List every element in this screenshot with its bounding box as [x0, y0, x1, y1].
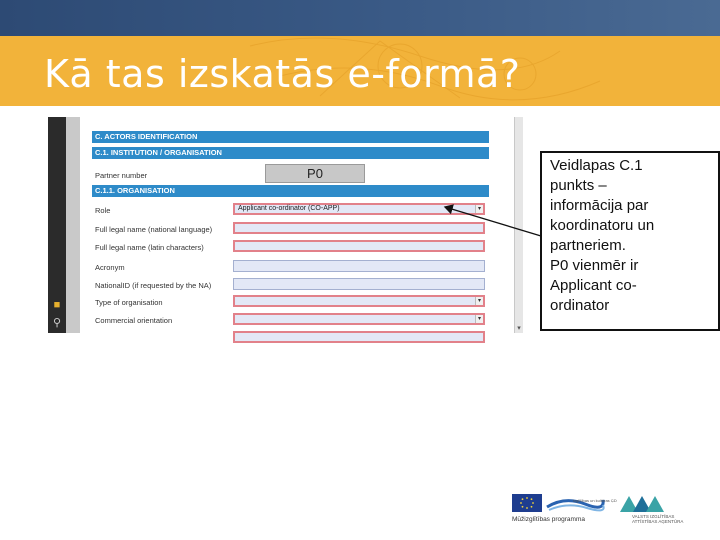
national-id-label: NationalID (if requested by the NA): [95, 281, 212, 290]
callout-line: Applicant co-: [550, 277, 637, 294]
section-header-institution: C.1. INSTITUTION / ORGANISATION: [92, 147, 489, 159]
scroll-down-arrow-icon[interactable]: ▾: [517, 325, 521, 332]
page-title: Kā tas izskatās e-formā?: [44, 52, 521, 96]
callout-line: informācija par: [550, 197, 649, 214]
callout-line: koordinatoru un: [550, 217, 655, 234]
agency-logo-line-2: ATTĪSTĪBAS AĢENTŪRA: [632, 519, 684, 524]
callout-line: P0 vienmēr ir: [550, 257, 639, 274]
paperclip-icon[interactable]: ⚲: [52, 317, 62, 329]
programme-logo-small-text: Izglītības un kultūras ĢD: [573, 498, 617, 503]
section-header-actors: C. ACTORS IDENTIFICATION: [92, 131, 489, 143]
role-label: Role: [95, 206, 111, 215]
partner-number-label: Partner number: [95, 171, 148, 180]
partner-number-field: P0: [265, 164, 365, 183]
callout-line: Veidlapas C.1: [550, 157, 643, 174]
section-header-organisation: C.1.1. ORGANISATION: [92, 185, 489, 197]
agency-logo-text: [632, 514, 683, 524]
type-of-organisation-label: Type of organisation: [95, 298, 163, 307]
dropdown-arrow-icon[interactable]: ▾: [475, 315, 483, 323]
full-legal-name-national-label: Full legal name (national language): [95, 225, 213, 234]
callout-line: partneriem.: [550, 237, 626, 254]
acronym-label: Acronym: [95, 263, 125, 272]
eu-flag-logo: [512, 494, 542, 512]
comment-icon[interactable]: ■: [53, 299, 61, 311]
dropdown-arrow-icon[interactable]: ▾: [475, 205, 483, 213]
agency-logo-line-1: VALSTS IZGLĪTĪBAS: [632, 514, 675, 519]
full-legal-name-latin-label: Full legal name (latin characters): [95, 243, 204, 252]
role-value: Applicant co-ordinator (CO-APP): [238, 205, 340, 212]
programme-logo-text: Mūžizglītības programma: [512, 516, 585, 523]
dropdown-arrow-icon[interactable]: ▾: [475, 297, 483, 305]
callout-line: ordinator: [550, 297, 610, 314]
lifelong-learning-logo: [545, 494, 617, 512]
callout-box: [540, 151, 720, 331]
agency-logo: [620, 494, 672, 512]
commercial-orientation-label: Commercial orientation: [95, 316, 173, 325]
callout-line: punkts –: [550, 177, 607, 194]
